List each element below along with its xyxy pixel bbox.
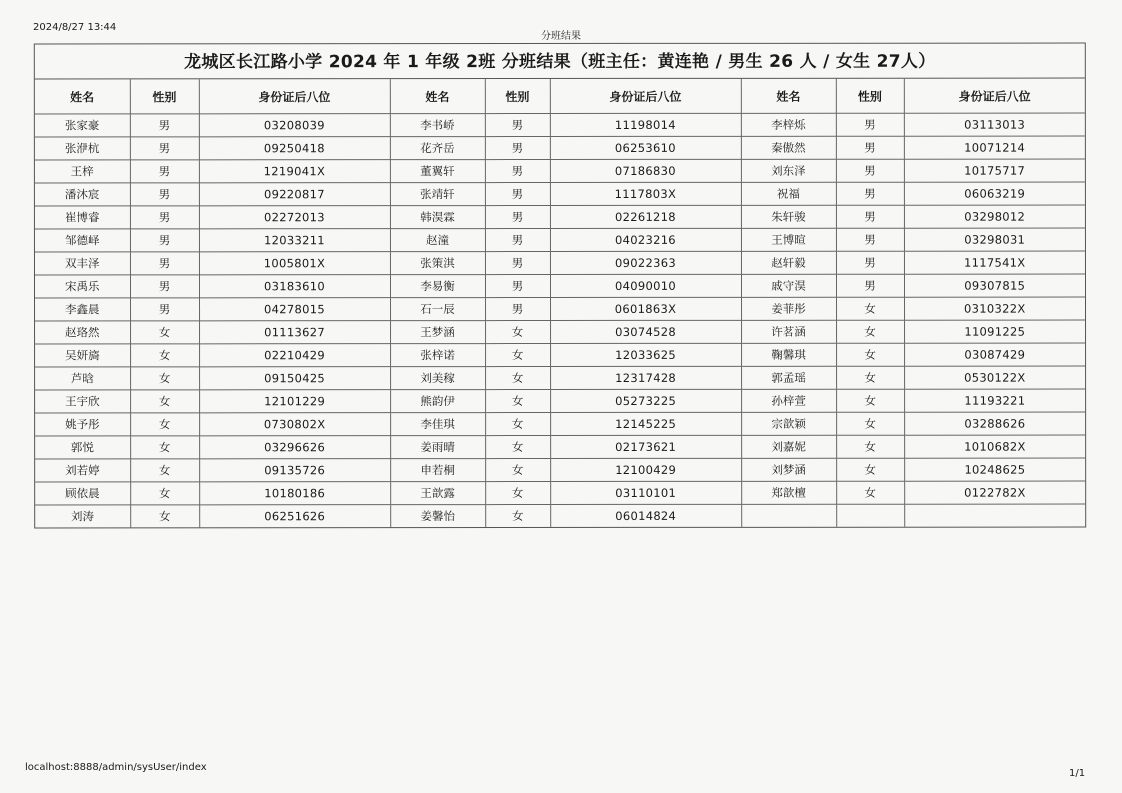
student-name-cell: 张洢杭 (35, 137, 130, 160)
student-id-cell: 03288626 (904, 412, 1085, 435)
student-name-cell: 潘沐宸 (35, 183, 130, 206)
print-datetime: 2024/8/27 13:44 (33, 22, 117, 33)
student-gender-cell: 男 (130, 275, 199, 298)
student-name-cell: 姚予彤 (35, 413, 130, 436)
student-gender-cell: 女 (836, 343, 904, 366)
student-id-cell: 02173621 (550, 435, 741, 458)
student-name-cell: 顾依晨 (35, 482, 130, 505)
student-gender-cell: 女 (485, 367, 550, 390)
student-id-cell: 12317428 (550, 366, 741, 389)
student-name-cell: 李书峤 (390, 114, 485, 137)
student-name-cell: 秦傲然 (741, 136, 836, 159)
student-id-cell: 12033211 (199, 229, 390, 252)
student-gender-cell: 女 (836, 481, 904, 504)
student-id-cell: 1117803X (550, 182, 741, 205)
student-gender-cell: 男 (485, 160, 550, 183)
student-id-cell: 04278015 (199, 298, 390, 321)
student-name-cell: 许茗涵 (741, 320, 836, 343)
table-header-row (35, 79, 1085, 114)
student-id-cell: 06251626 (199, 505, 390, 528)
student-gender-cell: 男 (485, 114, 550, 137)
table-row (35, 366, 1085, 390)
table-row (35, 297, 1085, 321)
student-gender-cell: 男 (485, 183, 550, 206)
student-gender-cell: 女 (836, 297, 904, 320)
student-id-cell: 09022363 (550, 251, 741, 274)
column-header-id: 身份证后八位 (199, 79, 390, 114)
student-gender-cell: 女 (130, 482, 199, 505)
student-id-cell: 01113627 (199, 321, 390, 344)
student-name-cell: 刘涛 (35, 505, 130, 528)
student-gender-cell: 男 (130, 114, 199, 137)
student-gender-cell: 男 (485, 206, 550, 229)
student-id-cell: 1117541X (904, 251, 1085, 274)
column-header-id: 身份证后八位 (904, 79, 1085, 114)
student-gender-cell: 男 (485, 229, 550, 252)
table-row (35, 458, 1085, 482)
student-name-cell: 李佳琪 (390, 413, 485, 436)
student-id-cell: 10248625 (904, 458, 1085, 481)
table-row (35, 412, 1085, 436)
student-gender-cell: 女 (485, 390, 550, 413)
student-id-cell: 10071214 (904, 136, 1085, 159)
student-gender-cell: 女 (130, 321, 199, 344)
student-id-cell: 06014824 (550, 504, 741, 527)
student-name-cell: 张策淇 (390, 252, 485, 275)
student-name-cell: 姜菲彤 (741, 297, 836, 320)
student-id-cell: 07186830 (550, 159, 741, 182)
student-gender-cell: 男 (130, 229, 199, 252)
student-id-cell: 10175717 (904, 159, 1085, 182)
student-gender-cell: 女 (130, 367, 199, 390)
student-gender-cell (836, 504, 904, 527)
student-id-cell: 02272013 (199, 206, 390, 229)
student-name-cell: 李梓烁 (741, 113, 836, 136)
student-id-cell (904, 504, 1085, 527)
student-name-cell: 赵珞然 (35, 321, 130, 344)
student-id-cell: 05273225 (550, 389, 741, 412)
student-name-cell: 王博暄 (741, 228, 836, 251)
student-id-cell: 09135726 (199, 459, 390, 482)
student-id-cell: 03074528 (550, 320, 741, 343)
student-id-cell: 11193221 (904, 389, 1085, 412)
student-gender-cell: 女 (836, 366, 904, 389)
student-name-cell: 刘若婷 (35, 459, 130, 482)
student-id-cell: 1219041X (199, 160, 390, 183)
student-name-cell: 张家豪 (35, 114, 130, 137)
student-name-cell: 姜馨怡 (390, 505, 485, 528)
table-row (35, 481, 1085, 505)
student-name-cell: 李鑫晨 (35, 298, 130, 321)
roster-body (35, 113, 1085, 527)
student-gender-cell: 男 (836, 274, 904, 297)
student-name-cell: 熊韵伊 (390, 390, 485, 413)
student-name-cell: 双丰泽 (35, 252, 130, 275)
student-gender-cell: 女 (485, 344, 550, 367)
student-name-cell: 刘梦涵 (741, 458, 836, 481)
student-name-cell: 姜雨晴 (390, 436, 485, 459)
student-name-cell: 崔博睿 (35, 206, 130, 229)
student-gender-cell: 女 (836, 320, 904, 343)
student-gender-cell: 女 (485, 321, 550, 344)
student-id-cell: 03087429 (904, 343, 1085, 366)
student-name-cell: 吴妍旖 (35, 344, 130, 367)
student-gender-cell: 女 (130, 413, 199, 436)
student-id-cell: 12101229 (199, 390, 390, 413)
student-gender-cell: 女 (836, 412, 904, 435)
student-id-cell: 12033625 (550, 343, 741, 366)
student-id-cell: 09220817 (199, 183, 390, 206)
student-id-cell: 03298012 (904, 205, 1085, 228)
report-title: 龙城区长江路小学 2024 年 1 年级 2班 分班结果（班主任：黄连艳 / 男生 26 人 / 女生 27人） (35, 44, 1085, 80)
student-id-cell: 12100429 (550, 458, 741, 481)
student-name-cell: 董翼轩 (390, 160, 485, 183)
student-name-cell: 张梓诺 (390, 344, 485, 367)
column-header-name: 姓名 (35, 79, 130, 114)
student-name-cell: 赵轩毅 (741, 251, 836, 274)
student-id-cell: 02210429 (199, 344, 390, 367)
student-gender-cell: 男 (485, 275, 550, 298)
table-row (35, 136, 1085, 160)
table-row (35, 159, 1085, 183)
student-name-cell: 邹德峄 (35, 229, 130, 252)
student-name-cell: 韩淏霖 (390, 206, 485, 229)
student-name-cell: 孙梓萱 (741, 389, 836, 412)
student-gender-cell: 男 (130, 183, 199, 206)
column-header-name: 姓名 (390, 79, 485, 114)
column-header-gender: 性别 (130, 79, 199, 114)
student-id-cell: 03113013 (904, 113, 1085, 136)
student-name-cell: 戚守淏 (741, 274, 836, 297)
student-gender-cell: 男 (836, 251, 904, 274)
student-gender-cell: 男 (836, 136, 904, 159)
student-name-cell: 花齐岳 (390, 137, 485, 160)
student-gender-cell: 男 (485, 252, 550, 275)
student-gender-cell: 女 (485, 482, 550, 505)
student-gender-cell: 男 (836, 113, 904, 136)
table-row (35, 228, 1085, 252)
student-id-cell: 04090010 (550, 274, 741, 297)
student-id-cell: 0601863X (550, 297, 741, 320)
table-row (35, 320, 1085, 344)
table-row (35, 182, 1085, 206)
student-id-cell: 03296626 (199, 436, 390, 459)
student-id-cell: 11091225 (904, 320, 1085, 343)
student-gender-cell: 男 (836, 228, 904, 251)
student-gender-cell: 男 (130, 206, 199, 229)
student-id-cell: 12145225 (550, 412, 741, 435)
table-row (35, 435, 1085, 459)
student-id-cell: 09250418 (199, 137, 390, 160)
student-name-cell: 申若桐 (390, 459, 485, 482)
student-gender-cell: 女 (485, 459, 550, 482)
student-gender-cell: 女 (130, 459, 199, 482)
student-gender-cell: 男 (836, 205, 904, 228)
page-title: 分班结果 (541, 31, 581, 42)
student-gender-cell: 女 (130, 436, 199, 459)
table-row (35, 504, 1085, 527)
student-name-cell: 刘东泽 (741, 159, 836, 182)
student-name-cell: 祝福 (741, 182, 836, 205)
table-row (35, 389, 1085, 413)
student-id-cell: 04023216 (550, 228, 741, 251)
student-gender-cell: 女 (485, 436, 550, 459)
student-name-cell: 郭悦 (35, 436, 130, 459)
student-gender-cell: 女 (836, 435, 904, 458)
table-row (35, 274, 1085, 298)
student-gender-cell: 女 (836, 458, 904, 481)
student-id-cell: 06063219 (904, 182, 1085, 205)
student-gender-cell: 女 (485, 413, 550, 436)
student-id-cell: 0310322X (904, 297, 1085, 320)
student-id-cell: 1010682X (904, 435, 1085, 458)
student-gender-cell: 女 (130, 505, 199, 528)
roster-table (35, 79, 1085, 528)
student-name-cell: 王梦涵 (390, 321, 485, 344)
student-gender-cell: 男 (485, 298, 550, 321)
student-gender-cell: 女 (836, 389, 904, 412)
student-name-cell: 芦晗 (35, 367, 130, 390)
student-id-cell: 10180186 (199, 482, 390, 505)
student-id-cell: 09307815 (904, 274, 1085, 297)
student-gender-cell: 男 (130, 137, 199, 160)
table-row (35, 205, 1085, 229)
student-id-cell: 09150425 (199, 367, 390, 390)
student-name-cell: 宗歆颖 (741, 412, 836, 435)
student-id-cell: 03110101 (550, 481, 741, 504)
student-id-cell: 03208039 (199, 114, 390, 137)
student-gender-cell: 男 (836, 182, 904, 205)
student-name-cell: 刘嘉妮 (741, 435, 836, 458)
column-header-gender: 性别 (836, 79, 904, 114)
student-name-cell (741, 504, 836, 527)
footer-url: localhost:8888/admin/sysUser/index (25, 762, 207, 773)
student-id-cell: 06253610 (550, 136, 741, 159)
column-header-id: 身份证后八位 (550, 79, 741, 114)
student-name-cell: 王宇欣 (35, 390, 130, 413)
student-name-cell: 李易衡 (390, 275, 485, 298)
student-name-cell: 刘美稼 (390, 367, 485, 390)
student-name-cell: 郭孟瑶 (741, 366, 836, 389)
student-id-cell: 11198014 (550, 113, 741, 136)
student-name-cell: 张靖轩 (390, 183, 485, 206)
student-gender-cell: 女 (130, 390, 199, 413)
column-header-name: 姓名 (741, 79, 836, 114)
class-roster-sheet (34, 43, 1086, 529)
student-name-cell: 宋禹乐 (35, 275, 130, 298)
column-header-gender: 性别 (485, 79, 550, 114)
student-name-cell: 王梓 (35, 160, 130, 183)
student-id-cell: 03298031 (904, 228, 1085, 251)
student-name-cell: 石一辰 (390, 298, 485, 321)
student-id-cell: 0122782X (904, 481, 1085, 504)
student-id-cell: 02261218 (550, 205, 741, 228)
student-name-cell: 郑歆檀 (741, 481, 836, 504)
student-id-cell: 03183610 (199, 275, 390, 298)
student-gender-cell: 女 (485, 505, 550, 528)
student-name-cell: 王歆露 (390, 482, 485, 505)
student-name-cell: 赵潼 (390, 229, 485, 252)
student-name-cell: 朱轩骏 (741, 205, 836, 228)
student-gender-cell: 女 (130, 344, 199, 367)
student-gender-cell: 男 (130, 160, 199, 183)
table-row (35, 113, 1085, 137)
student-gender-cell: 男 (130, 252, 199, 275)
table-row (35, 343, 1085, 367)
page-number: 1/1 (1069, 768, 1086, 779)
student-id-cell: 1005801X (199, 252, 390, 275)
table-row (35, 251, 1085, 275)
student-gender-cell: 男 (130, 298, 199, 321)
student-id-cell: 0730802X (199, 413, 390, 436)
student-id-cell: 0530122X (904, 366, 1085, 389)
student-gender-cell: 男 (836, 159, 904, 182)
student-gender-cell: 男 (485, 137, 550, 160)
student-name-cell: 鞠馨琪 (741, 343, 836, 366)
